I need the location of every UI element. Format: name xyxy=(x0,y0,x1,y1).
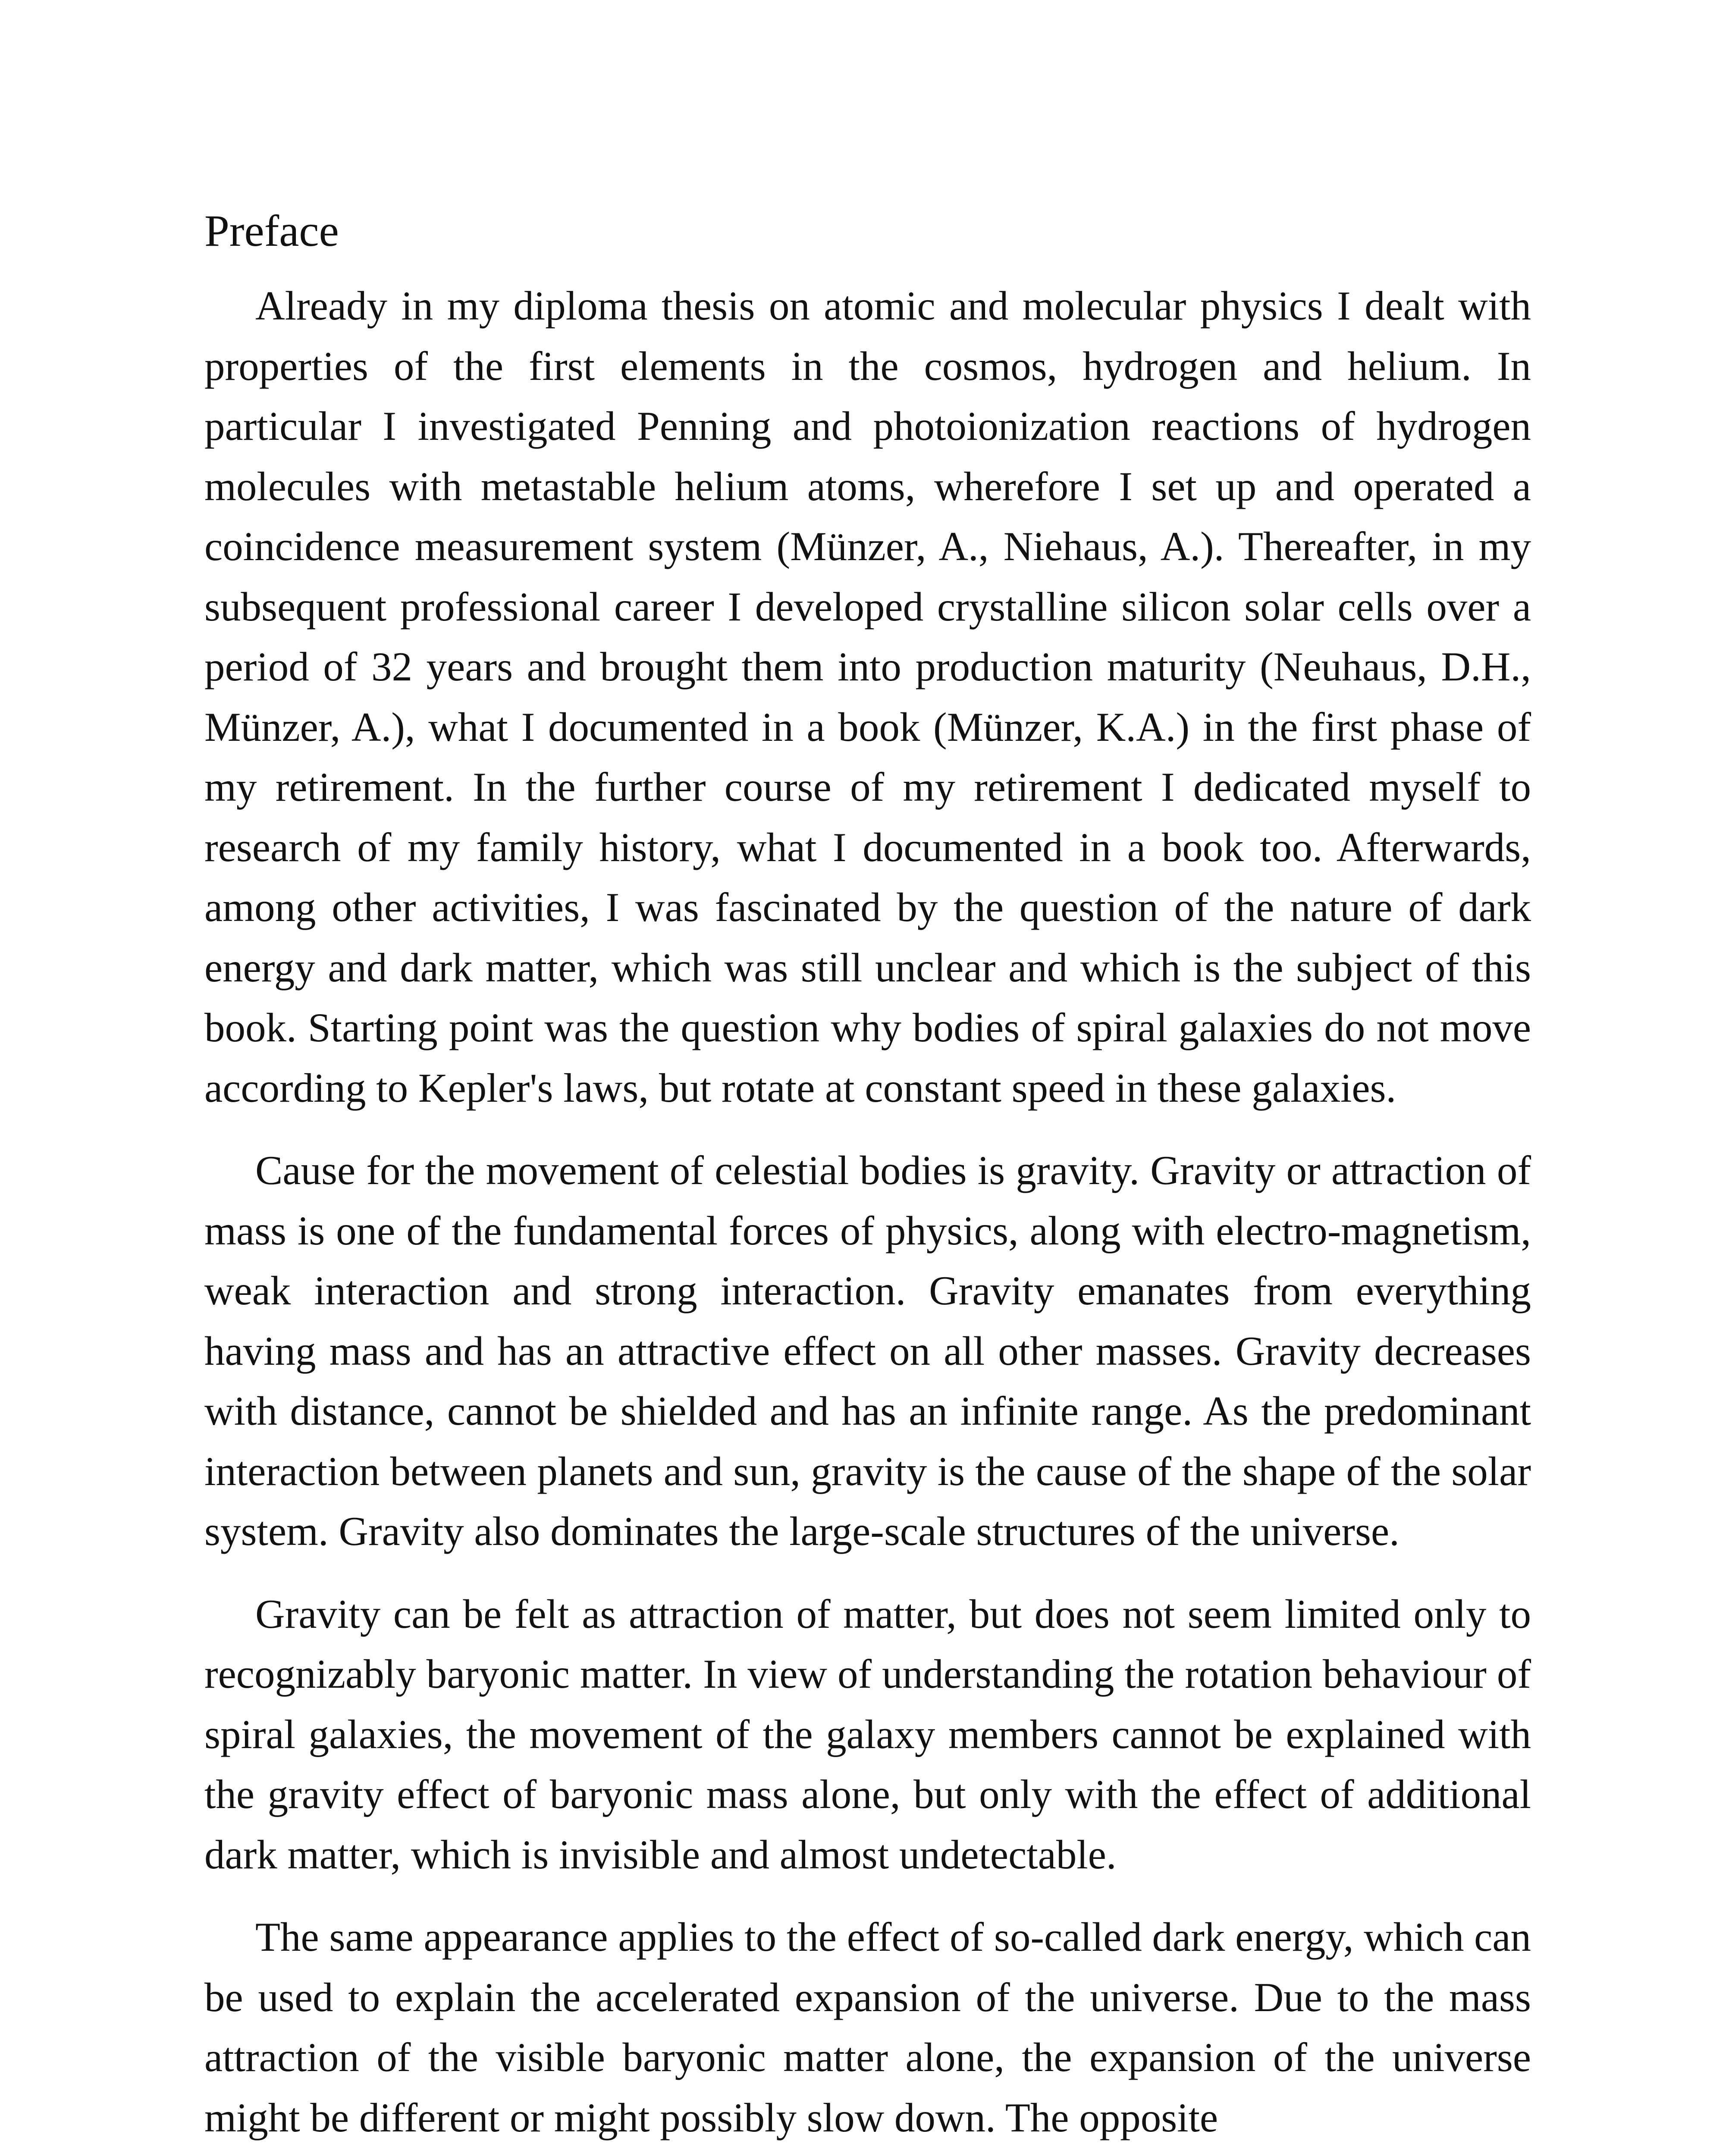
paragraph: The same appearance applies to the effect of so-called dark energy, which can be used to explain the accelerated expansion of the universe. Due to the mass attraction of the visible baryonic matter alone, the expansion of the universe might be different or might possibly slow down. The opposite xyxy=(204,1914,1531,2140)
paragraph: Already in my diploma thesis on atomic and molecular physics I dealt with properties of the first elements in the cosmos, hydrogen and helium. In particular I investigated Penning and photoionization reactions of hydrogen molecules with metastable helium atoms, wherefore I set up and operated a coincidence measurement system (Münzer, A., Niehaus, A.). Thereafter, in my subsequent professional career I developed crystalline silicon solar cells over a period of 32 years and brought them into production maturity (Neuhaus, D.H., Münzer, A.), what I documented in a book (Münzer, K.A.) in the first phase of my retirement. In the further course of my retirement I dedicated myself to research of my family history, what I documented in a book too. Afterwards, among other activities, I was fascinated by the question of the nature of dark energy and dark matter, which was still unclear and which is the subject of this book. Starting point was the question why bodies of spiral galaxies do not move according to Kepler's laws, but rotate at constant speed in these galaxies. xyxy=(204,283,1531,1111)
paragraph: Cause for the movement of celestial bodies is gravity. Gravity or attraction of mass is one of the fundamental forces of physics, along with electro-magnetism, weak interaction and strong interaction. Gravity emanates from everything having mass and has an attractive effect on all other masses. Gravity decreases with distance, cannot be shielded and has an infinite range. As the predominant interaction between planets and sun, gravity is the cause of the shape of the solar system. Gravity also dominates the large-scale structures of the universe. xyxy=(204,1147,1531,1554)
page-heading: Preface xyxy=(204,206,339,256)
paragraph: Gravity can be felt as attraction of matter, but does not seem limited only to recognizably baryonic matter. In view of understanding the rotation behaviour of spiral galaxies, the movement of the galaxy members cannot be explained with the gravity effect of baryonic mass alone, but only with the effect of additional dark matter, which is invisible and almost undetectable. xyxy=(204,1591,1531,1877)
text-body xyxy=(204,197,1531,2156)
